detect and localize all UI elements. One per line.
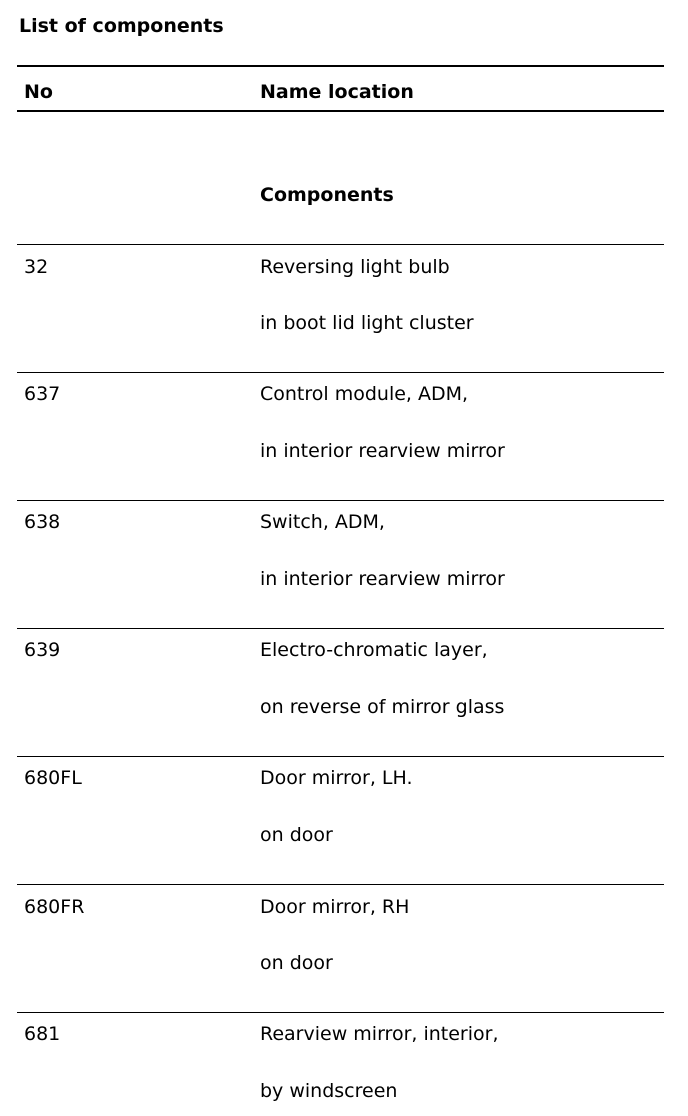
header-bottom-rule [17, 110, 664, 112]
component-location: on door [260, 824, 333, 846]
component-number: 639 [24, 639, 61, 661]
component-name: Door mirror, LH. [260, 767, 413, 789]
component-number: 637 [24, 383, 61, 405]
component-location: on door [260, 952, 333, 974]
page-title: List of components [19, 15, 224, 37]
component-location: on reverse of mirror glass [260, 696, 505, 718]
row-divider [17, 1012, 664, 1013]
section-heading: Components [260, 184, 394, 206]
row-divider [17, 500, 664, 501]
component-name: Electro-chromatic layer, [260, 639, 488, 661]
component-number: 681 [24, 1023, 61, 1045]
component-location: by windscreen [260, 1080, 398, 1102]
row-divider [17, 884, 664, 885]
component-name: Reversing light bulb [260, 256, 450, 278]
table-top-rule [17, 65, 664, 67]
component-name: Switch, ADM, [260, 511, 385, 533]
column-header-name-location: Name location [260, 81, 414, 103]
component-name: Door mirror, RH [260, 896, 410, 918]
component-location: in interior rearview mirror [260, 568, 505, 590]
column-header-no: No [24, 81, 53, 103]
component-location: in boot lid light cluster [260, 312, 474, 334]
component-number: 32 [24, 256, 49, 278]
row-divider [17, 372, 664, 373]
component-location: in interior rearview mirror [260, 440, 505, 462]
component-name: Rearview mirror, interior, [260, 1023, 499, 1045]
row-divider [17, 244, 664, 245]
component-number: 638 [24, 511, 61, 533]
row-divider [17, 628, 664, 629]
row-divider [17, 756, 664, 757]
component-number: 680FR [24, 896, 85, 918]
component-number: 680FL [24, 767, 82, 789]
component-name: Control module, ADM, [260, 383, 469, 405]
